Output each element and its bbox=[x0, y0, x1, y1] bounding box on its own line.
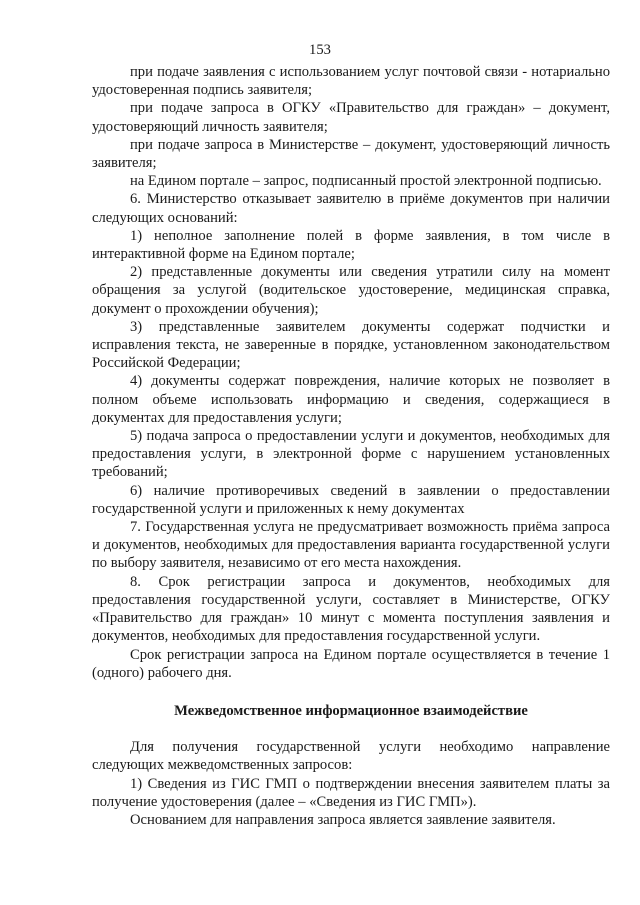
paragraph: при подаче заявления с использованием услуг почтовой связи - нотариально удостоверенная подпись заявителя; bbox=[92, 64, 610, 99]
list-item: 6) наличие противоречивых сведений в заявлении о предоставлении государственной услуги и приложенных к нему документах bbox=[92, 482, 610, 517]
document-body bbox=[92, 63, 610, 829]
paragraph: при подаче запроса в Министерстве – документ, удостоверяющий личность заявителя; bbox=[92, 136, 610, 172]
paragraph: 6. Министерство отказывает заявителю в приёме документов при наличии следующих оснований: bbox=[92, 191, 610, 226]
list-item: 1) Сведения из ГИС ГМП о подтверждении внесения заявителем платы за получение удостоверения (далее – «Сведения из ГИС ГМП»). bbox=[92, 775, 610, 810]
paragraph: на Едином портале – запрос, подписанный простой электронной подписью. bbox=[130, 173, 602, 190]
paragraph: 7. Государственная услуга не предусматривает возможность приёма запроса и документов, необходимых для предоставления варианта государственной услуги по выбору заявителя, независимо от его места нахождения. bbox=[92, 519, 610, 572]
paragraph: 8. Срок регистрации запроса и документов, необходимых для предоставления государственной услуги, составляет в Министерстве, ОГКУ «Правительство для граждан» 10 минут с момента поступления заявления и документов, необходимых для предоставления государственной услуги. bbox=[92, 573, 610, 645]
paragraph: Основанием для направления запроса является заявление заявителя. bbox=[130, 811, 556, 828]
list-item: 3) представленные заявителем документы содержат подчистки и исправления текста, не заверенные в порядке, установленном законодательством Российской Федерации; bbox=[92, 318, 610, 372]
paragraph: Для получения государственной услуги необходимо направление следующих межведомственных запросов: bbox=[92, 739, 610, 774]
list-item: 2) представленные документы или сведения утратили силу на момент обращения за услугой (водительское удостоверение, медицинская справка, документ о прохождении обучения); bbox=[92, 264, 610, 317]
paragraph: Срок регистрации запроса на Едином портале осуществляется в течение 1 (одного) рабочего дня. bbox=[92, 646, 610, 681]
list-item: 5) подача запроса о предоставлении услуги и документов, необходимых для предоставления услуги, в электронной форме с нарушением установленных требований; bbox=[92, 428, 610, 481]
page-number: 153 bbox=[309, 42, 331, 58]
paragraph: при подаче запроса в ОГКУ «Правительство для граждан» – документ, удостоверяющий личность заявителя; bbox=[92, 100, 610, 135]
list-item: 1) неполное заполнение полей в форме заявления, в том числе в интерактивной форме на Едином портале; bbox=[92, 227, 610, 263]
list-item: 4) документы содержат повреждения, наличие которых не позволяет в полном объеме использовать информацию и сведения, содержащиеся в документах для предоставления услуги; bbox=[92, 373, 610, 426]
section-heading: Межведомственное информационное взаимодействие bbox=[174, 702, 528, 719]
